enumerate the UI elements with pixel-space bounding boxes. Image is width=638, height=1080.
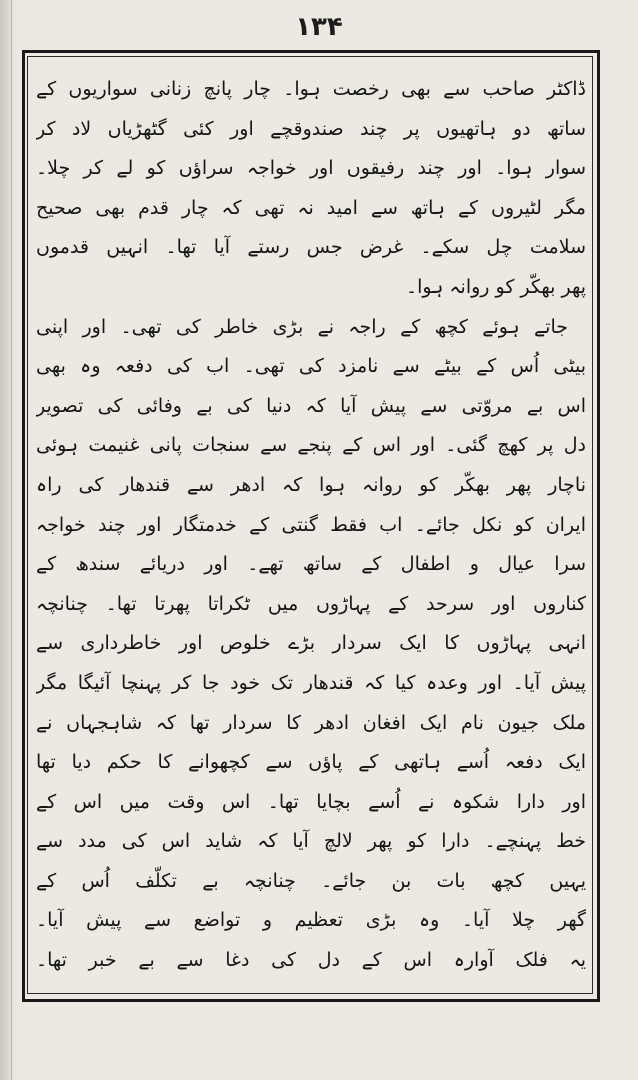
text-line: اس بے مروّتی سے پیش آیا کہ دنیا کی بے وفائی کی تصویر	[36, 394, 586, 417]
text-line: مگر لٹیروں کے ہاتھ سے امید نہ تھی کہ چار قدم بھی صحیح	[36, 196, 586, 219]
binding-edge	[0, 0, 16, 1080]
text-line: کناروں اور سرحد کے پہاڑوں میں ٹکراتا پھرتا تھا۔ چنانچہ	[36, 592, 586, 615]
text-line: ساتھ دو ہاتھیوں پر چند صندوقچے اور کئی گٹھڑیاں لاد کر	[36, 117, 586, 140]
body-text	[36, 70, 586, 982]
text-line: ایک دفعہ اُسے ہاتھی کے پاؤں سے کچھوانے کا حکم دیا تھا	[36, 751, 586, 774]
text-line: ایران کو نکل جائے۔ اب فقط گنتی کے خدمتگار اور چند خواجہ	[36, 513, 586, 536]
text-line: ناچار پھر بھکّر کو روانہ ہوا کہ ادھر سے قندھار کی راہ	[36, 473, 586, 496]
text-line: پھر بھکّر کو روانہ ہوا۔	[406, 275, 586, 298]
text-line: اور دارا شکوہ نے اُسے بچایا تھا۔ اس وقت میں اس کے	[36, 790, 586, 813]
text-line: جاتے ہوئے کچھ کے راجہ نے بڑی خاطر کی تھی۔ اور اپنی	[36, 315, 568, 338]
text-line: سوار ہوا۔ اور چند رفیقوں اور خواجہ سراؤں کو لے کر چلا۔	[36, 157, 586, 180]
text-line: سلامت چل سکے۔ غرض جس رستے آیا تھا۔ انہیں قدموں	[36, 236, 586, 259]
text-line: گھر چلا آیا۔ وہ بڑی تعظیم و تواضع سے پیش آیا۔	[36, 909, 586, 932]
text-line: خط پہنچے۔ دارا کو پھر لالچ آیا کہ شاید اس کی مدد سے	[36, 830, 586, 853]
text-line: دل پر کھچ گئی۔ اور اس کے پنجے سے سنجات پانی غنیمت ہوئی	[36, 434, 586, 457]
text-line: ڈاکٹر صاحب سے بھی رخصت ہوا۔ چار پانچ زنانی سواریوں کے	[36, 78, 586, 100]
text-line: ملک جیون نام ایک افغان ادھر کا سردار تھا کہ شاہجہاں نے	[36, 711, 586, 734]
page-number: ۱۳۴	[295, 12, 343, 42]
text-line: سرا عیال و اطفال کے ساتھ تھے۔ اور دریائے سندھ کے	[36, 553, 586, 576]
text-line: پیش آیا۔ اور وعدہ کیا کہ قندھار تک خود جا کر پہنچا آئیگا مگر	[36, 671, 586, 694]
text-line: یہ فلک آوارہ اس کے دل کی دغا سے بے خبر تھا۔	[36, 949, 586, 972]
text-line: بیٹی اُس کے بیٹے سے نامزد کی تھی۔ اب کی دفعہ وہ بھی	[36, 355, 586, 378]
text-line: یہیں کچھ بات بن جائے۔ چنانچہ بے تکلّف اُس کے	[36, 869, 586, 892]
text-line: انہی پہاڑوں کا ایک سردار بڑے خلوص اور خاطرداری سے	[36, 632, 586, 655]
